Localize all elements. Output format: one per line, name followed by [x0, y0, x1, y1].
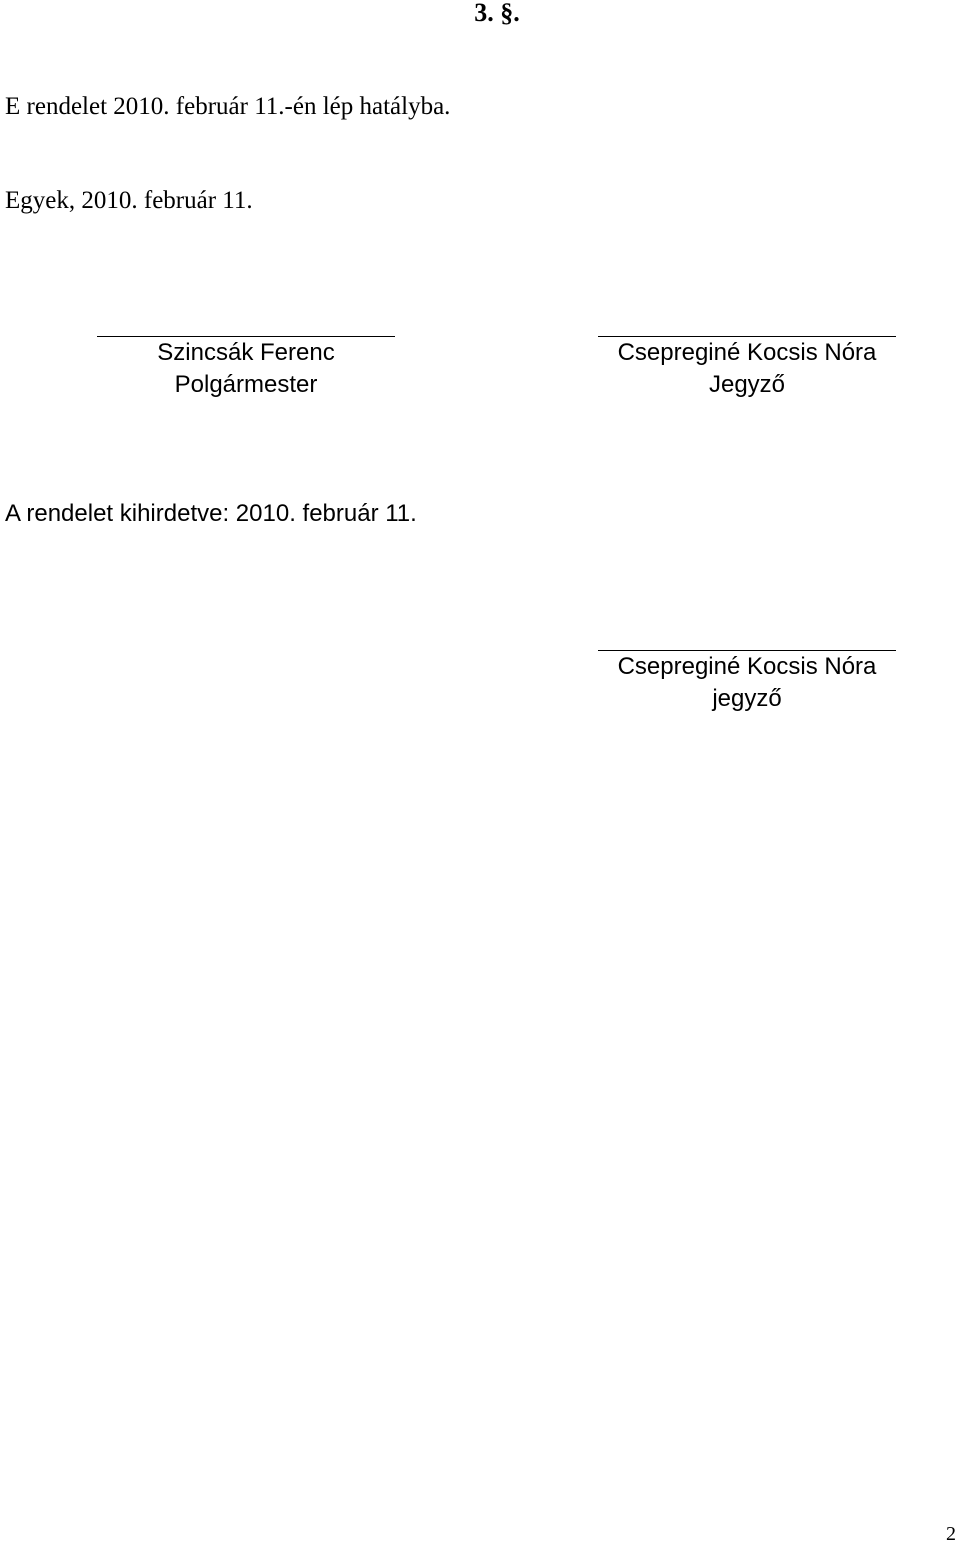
- signer-name: Szincsák Ferenc: [157, 339, 335, 366]
- announcement-text: A rendelet kihirdetve: 2010. február 11.: [5, 500, 417, 527]
- page-number: 2: [946, 1523, 956, 1545]
- effective-date-text: E rendelet 2010. február 11.-én lép hatályba.: [5, 93, 451, 120]
- signature-block-notary: [598, 336, 896, 401]
- signer-title: jegyző: [712, 685, 782, 712]
- signer-title: Jegyző: [708, 371, 786, 398]
- signer-title: Polgármester: [174, 371, 318, 398]
- signature-block-announcement: [598, 650, 896, 715]
- signature-block-mayor: [97, 336, 395, 401]
- place-date-text: Egyek, 2010. február 11.: [5, 187, 253, 214]
- signer-name: Csepreginé Kocsis Nóra: [617, 653, 877, 680]
- section-heading: 3. §.: [474, 0, 520, 27]
- signer-name: Csepreginé Kocsis Nóra: [617, 339, 877, 366]
